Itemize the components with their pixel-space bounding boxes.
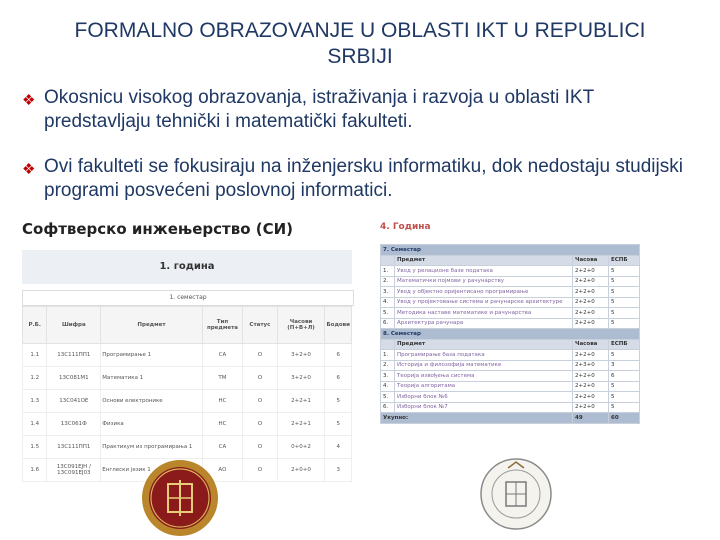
table-row bbox=[381, 360, 640, 371]
table-header-row bbox=[23, 307, 352, 344]
table-cell: 5 bbox=[609, 276, 640, 287]
table-cell: Практикум из програмирања 1 bbox=[101, 436, 202, 459]
table-cell: Укупно: bbox=[381, 413, 573, 424]
table-cell: 3. bbox=[381, 371, 395, 382]
table-cell: 3. bbox=[381, 287, 395, 298]
table-cell: Часова bbox=[573, 339, 609, 350]
table-row bbox=[381, 413, 640, 424]
table-cell: 2+2+0 bbox=[573, 266, 609, 277]
table-cell: 2. bbox=[381, 360, 395, 371]
table-cell: 5 bbox=[609, 318, 640, 329]
table-row bbox=[381, 308, 640, 319]
curriculum-table bbox=[22, 306, 352, 482]
table-row bbox=[381, 371, 640, 382]
table-cell: 2+2+0 bbox=[573, 392, 609, 403]
table-cell: 1.2 bbox=[23, 367, 47, 390]
table-row bbox=[23, 436, 352, 459]
table-cell: 6 bbox=[609, 371, 640, 382]
table-cell: 13С041ОЕ bbox=[47, 390, 101, 413]
table-cell: 1.3 bbox=[23, 390, 47, 413]
table-cell: 13С111ПП1 bbox=[47, 436, 101, 459]
table-cell: 2+2+0 bbox=[573, 297, 609, 308]
table-cell: 1.4 bbox=[23, 413, 47, 436]
table-cell: Теорија алгоритама bbox=[395, 381, 573, 392]
table-cell: Изборни блок №7 bbox=[395, 402, 573, 413]
table-cell: 5 bbox=[609, 266, 640, 277]
table-row bbox=[381, 287, 640, 298]
table-row bbox=[381, 255, 640, 266]
table-cell: Архитектура рачунара bbox=[395, 318, 573, 329]
curriculum-table-panel bbox=[22, 220, 352, 476]
table-cell: 2+2+0 bbox=[573, 308, 609, 319]
table-cell: 1.5 bbox=[23, 436, 47, 459]
table-row bbox=[381, 392, 640, 403]
table-cell: Теорија извођења система bbox=[395, 371, 573, 382]
table-cell: Предмет bbox=[395, 339, 573, 350]
table-cell: 5 bbox=[325, 413, 352, 436]
table-cell: 2+2+0 bbox=[573, 276, 609, 287]
table-cell: Изборни блок №6 bbox=[395, 392, 573, 403]
diamond-bullet-icon: ❖ bbox=[22, 92, 36, 109]
table-cell bbox=[381, 339, 395, 350]
bullet-item-2 bbox=[22, 155, 702, 203]
table-cell: 2+2+1 bbox=[277, 390, 325, 413]
table-cell: 6 bbox=[325, 367, 352, 390]
table-cell: НС bbox=[202, 390, 243, 413]
table-cell: 5 bbox=[609, 308, 640, 319]
table-cell: 8. Семестар bbox=[381, 329, 640, 340]
table-row bbox=[23, 344, 352, 367]
table-cell: 2+3+0 bbox=[573, 360, 609, 371]
table-cell: 13С111ПП1 bbox=[47, 344, 101, 367]
table-cell: 0+0+2 bbox=[277, 436, 325, 459]
column-header: Статус bbox=[243, 307, 277, 344]
table-cell: О bbox=[243, 436, 277, 459]
table-cell: 3+2+0 bbox=[277, 344, 325, 367]
table-cell: О bbox=[243, 459, 277, 482]
table-cell: Енглески језик 1 bbox=[101, 459, 202, 482]
table-cell: Историја и филозофија математике bbox=[395, 360, 573, 371]
table-cell: О bbox=[243, 367, 277, 390]
table-row bbox=[381, 329, 640, 340]
table-cell: 2+2+0 bbox=[573, 381, 609, 392]
table-row bbox=[23, 413, 352, 436]
table-cell: 2+2+0 bbox=[573, 287, 609, 298]
table-cell: Увод у објектно оријентисано програмирање bbox=[395, 287, 573, 298]
table-cell: Основи електронике bbox=[101, 390, 202, 413]
table-cell: 13С091ЕЈН / 13С091ЕЈ03 bbox=[47, 459, 101, 482]
table-cell: 5. bbox=[381, 392, 395, 403]
table-cell: 6 bbox=[325, 344, 352, 367]
slide-title: FORMALNO OBRAZOVANJE U OBLASTI IKT U REPUBLICI SRBIJI bbox=[74, 19, 646, 68]
table-cell: ТМ bbox=[202, 367, 243, 390]
faculty-seal-icon bbox=[478, 456, 554, 532]
table-cell: Методика наставе математике и рачунарства bbox=[395, 308, 573, 319]
table-cell: 2+2+0 bbox=[573, 402, 609, 413]
column-header: Шифра bbox=[47, 307, 101, 344]
table-row bbox=[381, 339, 640, 350]
table-cell: 7. Семестар bbox=[381, 245, 640, 256]
table-cell: 1.1 bbox=[23, 344, 47, 367]
program-title: Софтверско инжењерство (СИ) bbox=[22, 220, 293, 238]
table-cell: Физика bbox=[101, 413, 202, 436]
table-cell: 3+2+0 bbox=[277, 367, 325, 390]
table-cell: О bbox=[243, 413, 277, 436]
table-cell: Увод у пројектовање система и рачунарске архитектуре bbox=[395, 297, 573, 308]
university-seal-icon bbox=[140, 458, 220, 538]
table-cell bbox=[381, 255, 395, 266]
table-cell: 5 bbox=[325, 390, 352, 413]
table-cell: 5. bbox=[381, 308, 395, 319]
column-header: Часови (П+В+Л) bbox=[277, 307, 325, 344]
table-cell: 5 bbox=[609, 297, 640, 308]
table-row bbox=[23, 390, 352, 413]
column-header: Тип предмета bbox=[202, 307, 243, 344]
table-row bbox=[381, 266, 640, 277]
table-row bbox=[381, 297, 640, 308]
column-header: Р.Б. bbox=[23, 307, 47, 344]
table-cell: 2+2+0 bbox=[573, 350, 609, 361]
table-cell: О bbox=[243, 390, 277, 413]
diamond-bullet-icon: ❖ bbox=[22, 161, 36, 178]
table-cell: СА bbox=[202, 344, 243, 367]
table-row bbox=[381, 318, 640, 329]
table-cell: 6. bbox=[381, 402, 395, 413]
table-cell: Програмирање база података bbox=[395, 350, 573, 361]
table-cell: 60 bbox=[609, 413, 640, 424]
column-header: Предмет bbox=[101, 307, 202, 344]
table-cell: 2+2+0 bbox=[573, 318, 609, 329]
column-header: Бодови bbox=[325, 307, 352, 344]
bullet-item-1 bbox=[22, 86, 702, 134]
table-cell: 5 bbox=[609, 402, 640, 413]
table-cell: 2+0+0 bbox=[277, 459, 325, 482]
table-cell: 4. bbox=[381, 381, 395, 392]
table-cell: ЕСПБ bbox=[609, 339, 640, 350]
table-cell: 4. bbox=[381, 297, 395, 308]
table-cell: 3 bbox=[325, 459, 352, 482]
bullet-text: Okosnicu visokog obrazovanja, istraživanja i razvoja u oblasti IKT predstavljaju tehnički i matematički fakulteti. bbox=[44, 87, 594, 132]
table-cell: 2+2+1 bbox=[277, 413, 325, 436]
table-cell: Часова bbox=[573, 255, 609, 266]
bullet-text: Ovi fakulteti se fokusiraju na inženjersku informatiku, dok nedostaju studijski programi posvećeni poslovnoj informatici. bbox=[44, 156, 683, 201]
table-cell: 6. bbox=[381, 318, 395, 329]
table-cell: 13С081М1 bbox=[47, 367, 101, 390]
year4-table bbox=[380, 244, 640, 424]
semester-header: 1. семестар bbox=[22, 290, 354, 306]
table-cell: 5 bbox=[609, 287, 640, 298]
table-cell: 1. bbox=[381, 266, 395, 277]
table-cell: Увод у релационе базе података bbox=[395, 266, 573, 277]
table-row bbox=[381, 381, 640, 392]
year-title: 4. Година bbox=[380, 222, 431, 232]
table-cell: 2. bbox=[381, 276, 395, 287]
table-cell: 2+2+0 bbox=[573, 371, 609, 382]
year-header: 1. година bbox=[22, 250, 352, 284]
table-cell: 1.6 bbox=[23, 459, 47, 482]
table-row bbox=[23, 367, 352, 390]
table-cell: 4 bbox=[325, 436, 352, 459]
table-cell: Програмирање 1 bbox=[101, 344, 202, 367]
table-cell: 1. bbox=[381, 350, 395, 361]
table-cell: Математички појмови у рачунарству bbox=[395, 276, 573, 287]
table-cell: 5 bbox=[609, 392, 640, 403]
table-cell: АО bbox=[202, 459, 243, 482]
table-cell: ЕСПБ bbox=[609, 255, 640, 266]
table-row bbox=[381, 402, 640, 413]
table-row bbox=[381, 350, 640, 361]
table-cell: О bbox=[243, 344, 277, 367]
table-cell: 5 bbox=[609, 350, 640, 361]
table-cell: 13С061Ф bbox=[47, 413, 101, 436]
table-row bbox=[381, 276, 640, 287]
table-cell: 5 bbox=[609, 381, 640, 392]
table-cell: 3 bbox=[609, 360, 640, 371]
table-row bbox=[381, 245, 640, 256]
table-cell: Математика 1 bbox=[101, 367, 202, 390]
table-cell: Предмет bbox=[395, 255, 573, 266]
year4-table-panel bbox=[380, 222, 640, 444]
table-cell: 49 bbox=[573, 413, 609, 424]
table-cell: СА bbox=[202, 436, 243, 459]
table-cell: НС bbox=[202, 413, 243, 436]
